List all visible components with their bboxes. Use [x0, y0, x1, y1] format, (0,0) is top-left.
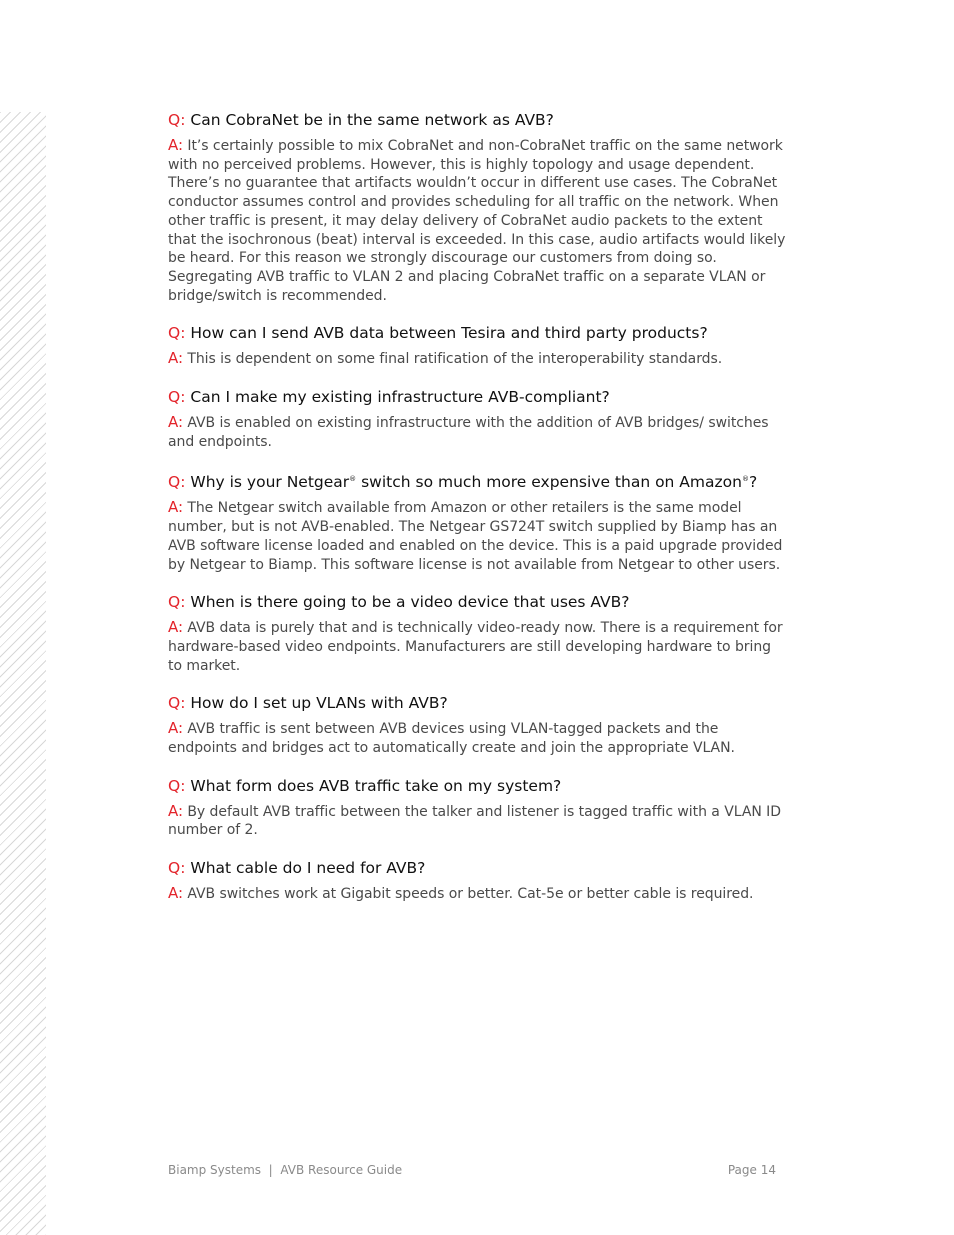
question-text: Can I make my existing infrastructure AVB-compliant? [190, 388, 610, 407]
faq-item-video [168, 592, 786, 675]
faq-item-infrastructure [168, 387, 786, 451]
question-text: What cable do I need for AVB? [190, 859, 426, 878]
faq-answer [168, 349, 786, 369]
question-text-part: switch so much more expensive than on Amazon [356, 473, 742, 492]
question-prefix: Q: [168, 473, 186, 492]
question-text: When is there going to be a video device that uses AVB? [190, 593, 630, 612]
question-text: What form does AVB traffic take on my system? [190, 776, 562, 795]
faq-item-vlans [168, 693, 786, 757]
answer-prefix: A: [168, 618, 183, 637]
faq-answer [168, 498, 786, 574]
answer-prefix: A: [168, 719, 183, 738]
faq-item-traffic-form [168, 776, 786, 840]
answer-prefix: A: [168, 801, 183, 820]
faq-question [168, 110, 786, 130]
question-text-part: Why is your Netgear [190, 473, 350, 492]
faq-question [168, 469, 786, 492]
question-prefix: Q: [168, 776, 186, 795]
question-text: Can CobraNet be in the same network as AVB? [190, 111, 554, 129]
answer-prefix: A: [168, 349, 183, 368]
question-prefix: Q: [168, 111, 186, 129]
answer-prefix: A: [168, 413, 183, 432]
question-text: How do I set up VLANs with AVB? [190, 694, 448, 713]
faq-question [168, 693, 786, 713]
question-prefix: Q: [168, 593, 186, 612]
answer-text: The Netgear switch available from Amazon or other retailers is the same model number, but is not AVB-enabled. The Netgear GS724T switch supplied by Biamp has an AVB software license loaded and enabled on the device. This is a paid upgrade provided by Netgear to Biamp. This software license is not available from Netgear to other users. [168, 500, 783, 573]
footer-page-number: Page 14 [727, 1163, 776, 1177]
faq-answer [168, 719, 786, 757]
faq-question [168, 858, 786, 878]
faq-question [168, 776, 786, 796]
faq-item-netgear [168, 469, 786, 574]
faq-question [168, 387, 786, 407]
question-text-part: ? [748, 473, 758, 492]
registered-mark: ® [741, 475, 749, 484]
decorative-hatch-strip [0, 112, 46, 1235]
faq-content [168, 110, 786, 922]
footer-document-title: Biamp Systems | AVB Resource Guide [168, 1163, 403, 1177]
answer-text: AVB is enabled on existing infrastructure with the addition of AVB bridges/ switches and endpoints. [168, 415, 769, 450]
answer-text: AVB switches work at Gigabit speeds or better. Cat-5e or better cable is required. [187, 886, 754, 903]
question-prefix: Q: [168, 388, 186, 407]
registered-mark: ® [349, 475, 357, 484]
faq-item-third-party [168, 323, 786, 369]
answer-text: AVB traffic is sent between AVB devices using VLAN-tagged packets and the endpoints and bridges act to automatically create and join the appropriate VLAN. [168, 721, 735, 757]
faq-answer [168, 413, 786, 451]
answer-prefix: A: [168, 884, 183, 903]
question-prefix: Q: [168, 694, 186, 713]
faq-item-cobranet [168, 110, 786, 305]
faq-item-cable [168, 858, 786, 904]
answer-text: This is dependent on some final ratification of the interoperability standards. [187, 351, 723, 368]
answer-text: By default AVB traffic between the talker and listener is tagged traffic with a VLAN ID number of 2. [168, 803, 781, 839]
question-prefix: Q: [168, 324, 186, 343]
faq-answer [168, 136, 786, 305]
answer-prefix: A: [168, 136, 183, 154]
faq-answer [168, 802, 786, 840]
question-text: How can I send AVB data between Tesira and third party products? [190, 324, 708, 343]
answer-text: AVB data is purely that and is technically video-ready now. There is a requirement for hardware-based video endpoints. Manufacturers are still developing hardware to bring to market. [168, 620, 783, 674]
faq-answer [168, 618, 786, 675]
question-prefix: Q: [168, 859, 186, 878]
answer-prefix: A: [168, 498, 183, 517]
answer-text: It’s certainly possible to mix CobraNet and non-CobraNet traffic on the same network with no perceived problems. However, this is highly topology and usage dependent. There’s no guarantee that artifacts wouldn’t occur in different use cases. The CobraNet conductor assumes control and provides scheduling for all traffic on the network. When other traffic is present, it may delay delivery of CobraNet audio packets to the extent that the isochronous (beat) interval is exceeded. In this case, audio artifacts would likely be heard. For this reason we strongly discourage our customers from doing so. Segregating AVB traffic to VLAN 2 and placing CobraNet traffic on a separate VLAN or bridge/switch is recommended. [168, 138, 786, 304]
faq-question [168, 592, 786, 612]
faq-answer [168, 884, 786, 904]
faq-question [168, 323, 786, 343]
